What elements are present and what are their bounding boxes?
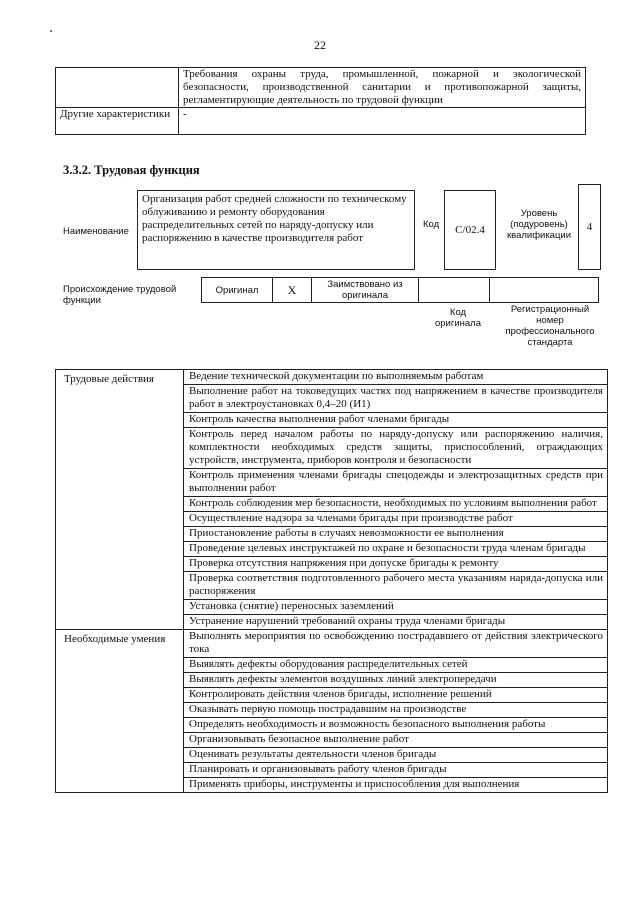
skills-item: Оценивать результаты деятельности членов бригады [184, 748, 608, 763]
table-row [56, 68, 586, 108]
origin-table [201, 277, 599, 303]
origin-label: Происхождение трудовой функции [63, 284, 177, 306]
function-code-box: С/02.4 [444, 190, 496, 270]
borrowed-label: Заимствовано из оригинала [312, 278, 419, 303]
labor-actions-item: Контроль применения членами бригады спецодежды и электрозащитных средств при выполнении работ [184, 469, 608, 497]
skills-item: Контролировать действия членов бригады, исполнение решений [184, 688, 608, 703]
skills-title: Необходимые умения [56, 630, 184, 793]
name-label: Наименование [63, 226, 129, 237]
page-number: 22 [314, 38, 326, 52]
labor-actions-item: Устранение нарушений требований охраны труда членами бригады [184, 615, 608, 630]
labor-actions-item: Проведение целевых инструктажей по охране и безопасности труда членам бригады [184, 542, 608, 557]
original-code-caption: Код оригинала [434, 307, 481, 329]
previous-function-table [55, 67, 586, 135]
original-mark: X [273, 278, 312, 303]
function-details-table [55, 369, 608, 793]
registration-number-caption: Регистрационный номер профессионального стандарта [505, 304, 595, 348]
labor-actions-item: Проверка отсутствия напряжения при допуске бригады к ремонту [184, 557, 608, 572]
labor-actions-item: Приостановление работы в случаях невозможности ее выполнения [184, 527, 608, 542]
labor-actions-item: Контроль качества выполнения работ членами бригады [184, 413, 608, 428]
skills-item: Планировать и организовывать работу членов бригады [184, 763, 608, 778]
skills-item: Выявлять дефекты оборудования распределительных сетей [184, 658, 608, 673]
table-cell: Требования охраны труда, промышленной, пожарной и экологической безопасности, производственной санитарии и противопожарной защиты, регламентирующие деятельность по трудовой функции [179, 68, 586, 108]
table-row [56, 630, 608, 658]
labor-actions-item: Контроль перед началом работы по наряду-допуску или распоряжению наличия, комплектности необходимых средств защиты, приспособлений, ограждающих устройств, инструмента, приборов контроля и безопасности [184, 428, 608, 469]
skills-item: Определять необходимость и возможность безопасного выполнения работы [184, 718, 608, 733]
labor-actions-item: Контроль соблюдения мер безопасности, необходимых по условиям выполнения работ [184, 497, 608, 512]
labor-actions-item: Выполнение работ на токоведущих частях под напряжением в качестве производителя работ в электроустановках 0,4–20 (И1) [184, 385, 608, 413]
original-code-cell [419, 278, 490, 303]
original-label: Оригинал [202, 278, 273, 303]
code-label: Код [423, 219, 440, 230]
section-heading: 3.3.2. Трудовая функция [63, 163, 200, 177]
other-characteristics-label: Другие характеристики [56, 108, 179, 135]
function-name-box: Организация работ средней сложности по техническому облуживанию и ремонту оборудования распределительных сетей по наряду-допуску или распоряжению в качестве производителя работ [137, 190, 415, 270]
qualification-level-label: Уровень (подуровень) квалификации [506, 208, 572, 241]
skills-item: Выполнять мероприятия по освобождению пострадавшего от действия электрического тока [184, 630, 608, 658]
labor-actions-item: Ведение технической документации по выполняемым работам [184, 370, 608, 385]
skills-item: Оказывать первую помощь пострадавшим на производстве [184, 703, 608, 718]
skills-item: Применять приборы, инструменты и приспособления для выполнения [184, 778, 608, 793]
labor-actions-item: Установка (снятие) переносных заземлений [184, 600, 608, 615]
table-row [202, 278, 599, 303]
labor-actions-title: Трудовые действия [56, 370, 184, 630]
table-row [56, 108, 586, 135]
table-cell: - [179, 108, 586, 135]
skills-item: Организовывать безопасное выполнение работ [184, 733, 608, 748]
table-row [56, 370, 608, 385]
labor-actions-item: Проверка соответствия подготовленного рабочего места указаниям наряда-допуска или распоряжения [184, 572, 608, 600]
registration-number-cell [490, 278, 599, 303]
labor-actions-item: Осуществление надзора за членами бригады при производстве работ [184, 512, 608, 527]
table-cell [56, 68, 179, 108]
scan-speck [50, 30, 52, 32]
skills-item: Выявлять дефекты элементов воздушных линий электропередачи [184, 673, 608, 688]
qualification-level-box: 4 [578, 184, 601, 270]
